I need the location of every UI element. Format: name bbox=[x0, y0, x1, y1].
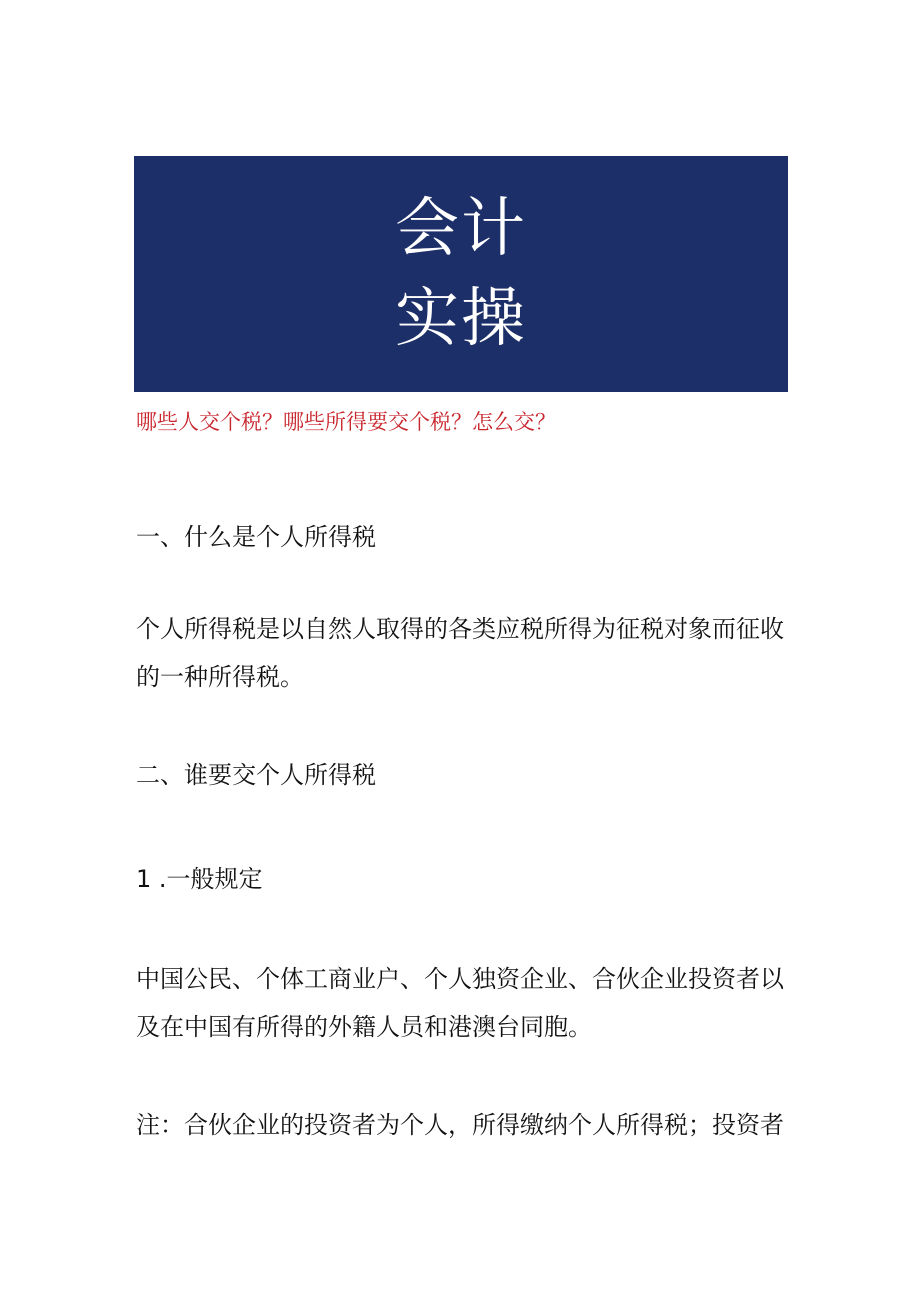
paragraph-1-line-1: 个人所得税是以自然人取得的各类应税所得为征税对象而征收 bbox=[136, 615, 784, 643]
note-line-1: 注：合伙企业的投资者为个人，所得缴纳个人所得税；投资者 bbox=[136, 1111, 784, 1139]
section-heading-1: 一、什么是个人所得税 bbox=[136, 523, 376, 551]
subheading-1: 1 .一般规定 bbox=[136, 865, 263, 893]
paragraph-2-line-2: 及在中国有所得的外籍人员和港澳台同胞。 bbox=[136, 1013, 592, 1041]
paragraph-1-line-2: 的一种所得税。 bbox=[136, 663, 304, 691]
title-banner bbox=[134, 156, 788, 392]
banner-title-line-1: 会计 bbox=[395, 192, 527, 266]
banner-title-line-2: 实操 bbox=[395, 282, 527, 356]
section-heading-2: 二、谁要交个人所得税 bbox=[136, 761, 376, 789]
paragraph-2-line-1: 中国公民、个体工商业户、个人独资企业、合伙企业投资者以 bbox=[136, 965, 784, 993]
article-subtitle: 哪些人交个税？哪些所得要交个税？怎么交？ bbox=[136, 410, 556, 434]
